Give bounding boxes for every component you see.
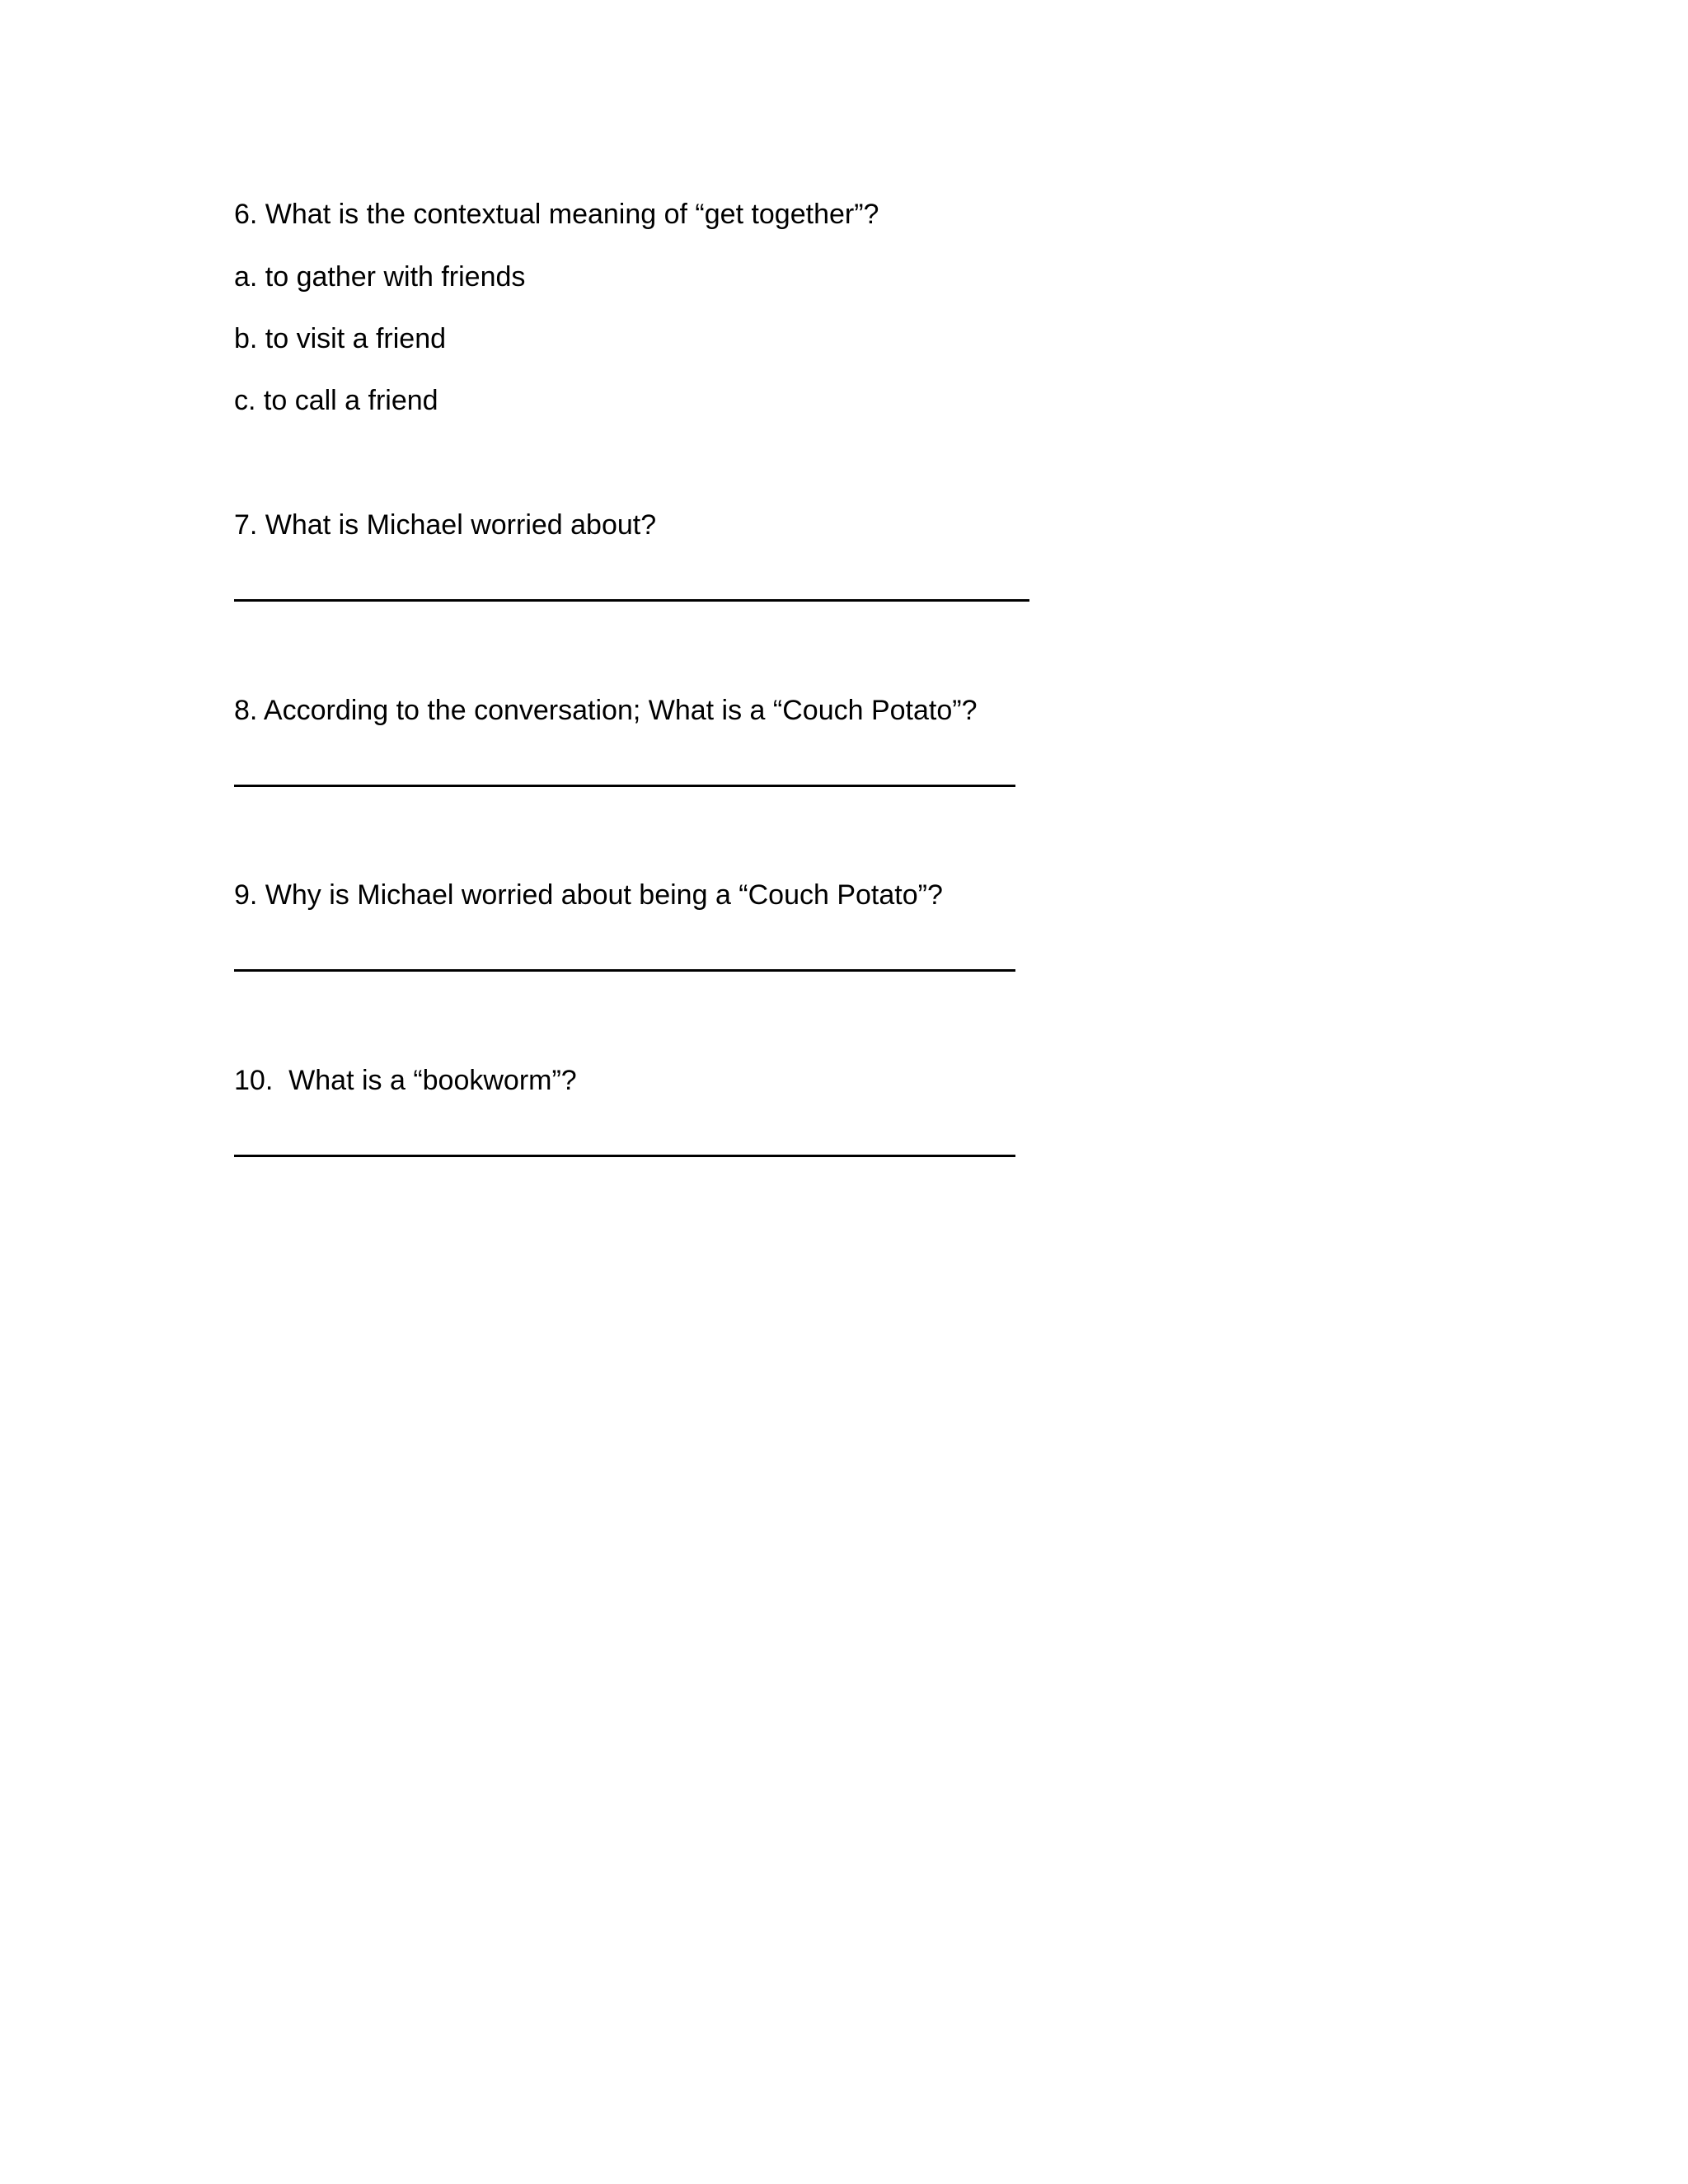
question-10-answer-line <box>234 1155 1015 1157</box>
question-6-option-c: c. to call a friend <box>234 385 438 416</box>
question-6-prompt: 6. What is the contextual meaning of “get together”? <box>234 199 879 230</box>
question-8-prompt: 8. According to the conversation; What is a “Couch Potato”? <box>234 695 978 726</box>
question-9-answer-line <box>234 969 1015 972</box>
question-10-prompt: 10. What is a “bookworm”? <box>234 1065 577 1096</box>
question-9-prompt: 9. Why is Michael worried about being a “Couch Potato”? <box>234 879 943 911</box>
question-7-answer-line <box>234 599 1029 602</box>
question-6-option-b: b. to visit a friend <box>234 323 447 354</box>
question-7-prompt: 7. What is Michael worried about? <box>234 509 657 541</box>
question-6-option-a: a. to gather with friends <box>234 261 526 293</box>
question-8-answer-line <box>234 785 1015 787</box>
